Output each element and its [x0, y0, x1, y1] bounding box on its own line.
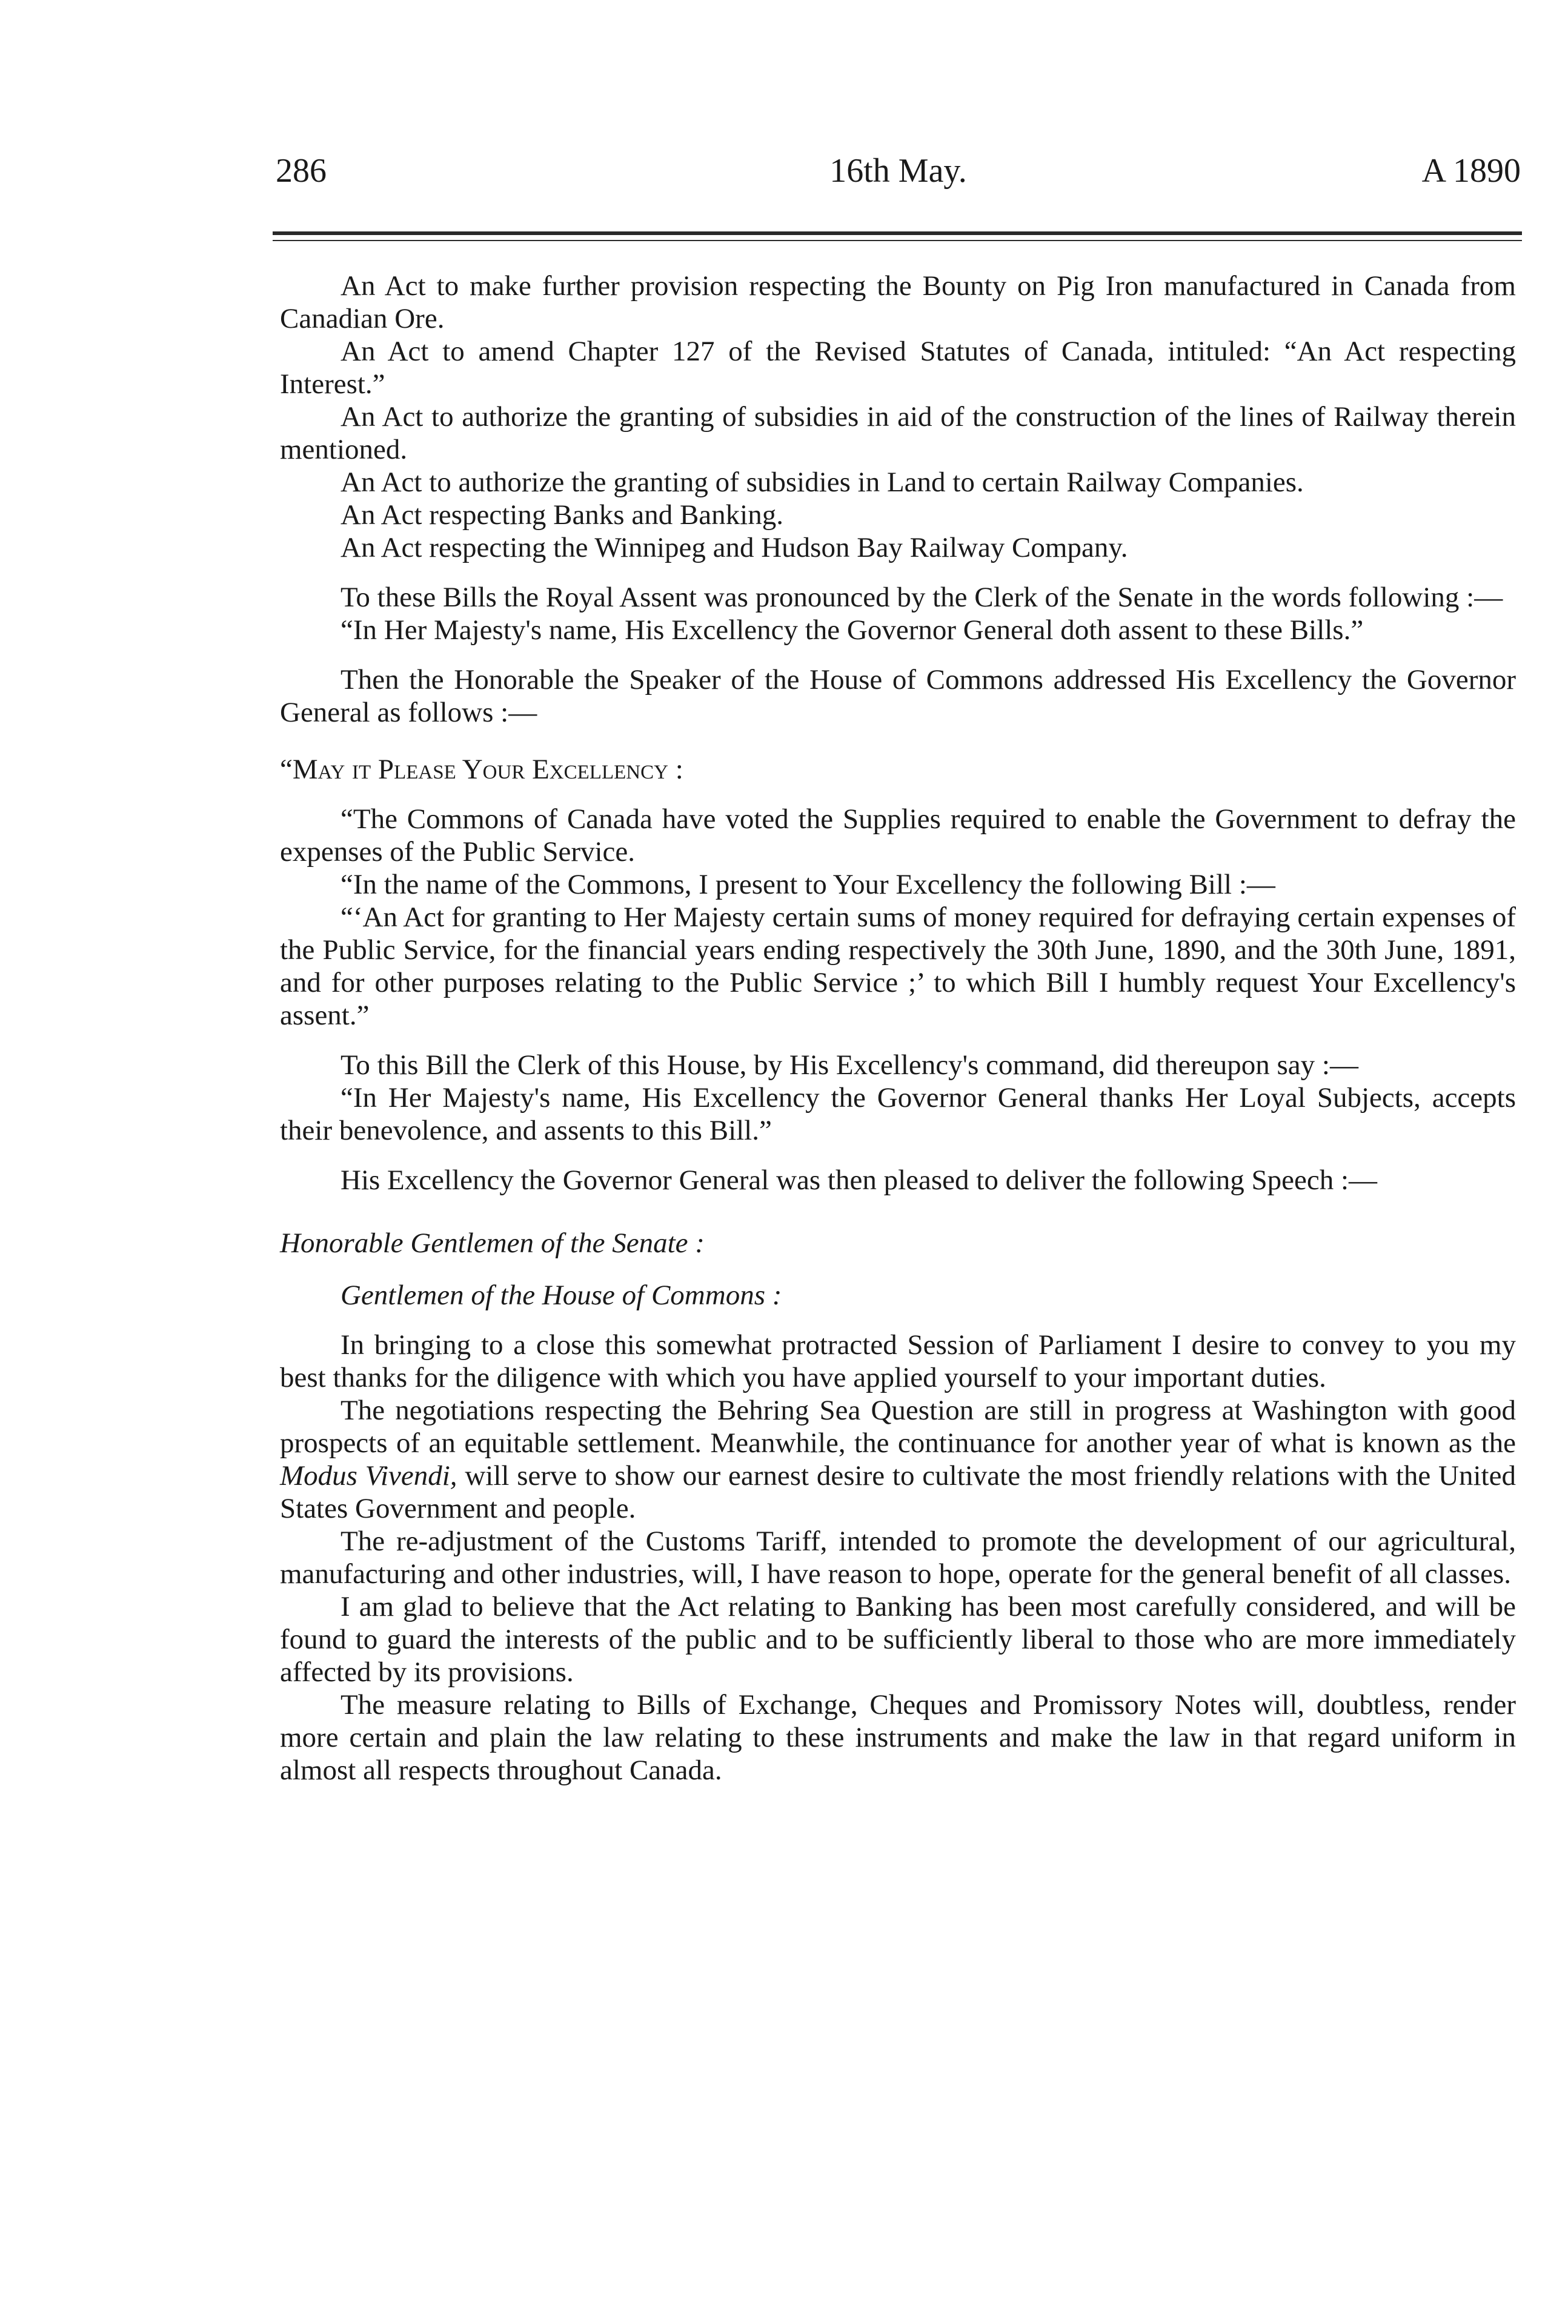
speaker-address-heading: “May it Please Your Excellency : [280, 754, 683, 785]
speech-paragraph: The re-adjustment of the Customs Tariff, intended to promote the development of our agricultural, manufacturing and other industries, will, I have reason to hope, operate for the general benefit of all classes. [280, 1526, 1516, 1590]
header-rule-thick [273, 231, 1522, 235]
act-title: An Act respecting the Winnipeg and Hudson Bay Railway Company. [341, 532, 1128, 563]
clerk-intro: To this Bill the Clerk of this House, by His Excellency's command, did thereupon say :— [341, 1049, 1358, 1081]
running-head-year: A 1890 [1421, 152, 1521, 190]
speaker-intro: Then the Honorable the Speaker of the House of Commons addressed His Excellency the Governor General as follows :— [280, 664, 1516, 728]
act-title: An Act to authorize the granting of subsidies in Land to certain Railway Companies. [341, 466, 1304, 498]
salutation-commons: Gentlemen of the House of Commons : [341, 1280, 782, 1311]
act-title: An Act to make further provision respecting the Bounty on Pig Iron manufactured in Canada from Canadian Ore. [280, 270, 1516, 334]
speech-text: The negotiations respecting the Behring Sea Question are still in progress at Washington with good prospects of an equitable settlement. Meanwhile, the continuance for another year of what is known as the [280, 1395, 1516, 1459]
speech-paragraph [280, 1394, 1516, 1525]
page-body [280, 270, 1516, 1787]
clerk-formula: “In Her Majesty's name, His Excellency the Governor General thanks Her Loyal Subjects, accepts their benevolence, and assents to this Bill.” [280, 1082, 1516, 1146]
speech-paragraph: I am glad to believe that the Act relating to Banking has been most carefully considered, and will be found to guard the interests of the public and to be sufficiently liberal to those who are more immediately affected by its provisions. [280, 1591, 1516, 1688]
act-title: An Act to authorize the granting of subsidies in aid of the construction of the lines of Railway therein mentioned. [280, 401, 1516, 465]
royal-assent-formula: “In Her Majesty's name, His Excellency the Governor General doth assent to these Bills.” [341, 614, 1364, 646]
speech-paragraph: In bringing to a close this somewhat protracted Session of Parliament I desire to convey to you my best thanks for the diligence with which you have applied yourself to your important duties. [280, 1329, 1516, 1393]
speech-text: will serve to show our earnest desire to cultivate the most friendly relations with the United States Government and people. [280, 1460, 1516, 1524]
act-title: An Act to amend Chapter 127 of the Revised Statutes of Canada, intituled: “An Act respecting Interest.” [280, 336, 1516, 400]
running-head [276, 151, 1521, 200]
speaker-paragraph: “In the name of the Commons, I present to Your Excellency the following Bill :— [341, 869, 1275, 900]
speech-intro: His Excellency the Governor General was then pleased to deliver the following Speech :— [341, 1164, 1378, 1196]
royal-assent-intro: To these Bills the Royal Assent was pronounced by the Clerk of the Senate in the words following :— [341, 582, 1503, 613]
speaker-paragraph: “The Commons of Canada have voted the Supplies required to enable the Government to defray the expenses of the Public Service. [280, 803, 1516, 868]
salutation-senate: Honorable Gentlemen of the Senate : [280, 1227, 705, 1259]
act-title: An Act respecting Banks and Banking. [341, 499, 783, 531]
page-number: 286 [276, 152, 327, 190]
header-rule-thin [273, 240, 1522, 241]
speech-italic-term: Modus Vivendi, [280, 1460, 457, 1492]
speech-paragraph: The measure relating to Bills of Exchange, Cheques and Promissory Notes will, doubtless, render more certain and plain the law relating to these instruments and make the law in that regard uniform in almost all respects throughout Canada. [280, 1689, 1516, 1786]
speaker-paragraph: “‘An Act for granting to Her Majesty certain sums of money required for defraying certain expenses of the Public Service, for the financial years ending respectively the 30th June, 1890, and the 30th June, 1891, and for other purposes relating to the Public Service ;’ to which Bill I humbly request Your Excellency's assent.” [280, 901, 1516, 1031]
running-head-date: 16th May. [829, 152, 967, 190]
